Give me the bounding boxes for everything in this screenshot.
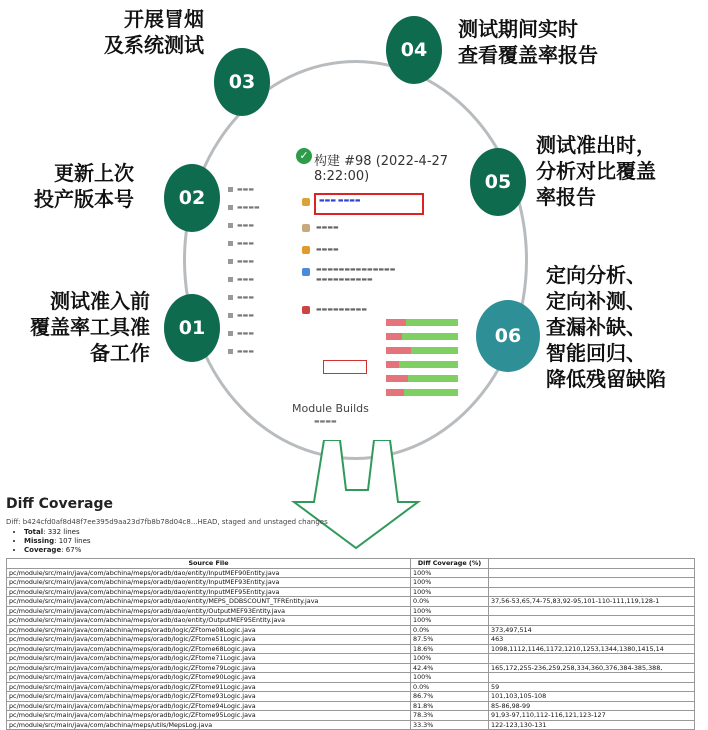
diff-coverage-cell: 86.7%: [411, 692, 489, 702]
diff-coverage-cell: 0.0%: [411, 625, 489, 635]
step-badge-03: 03: [214, 48, 270, 116]
repository-text: ▬▬▬▬▬▬▬▬▬▬▬▬▬▬: [316, 266, 396, 273]
summary-total: • Total: 332 lines: [24, 528, 702, 537]
side-menu-item[interactable]: ▬▬▬: [228, 222, 254, 229]
missed-portion: [386, 347, 411, 354]
coverage-bar: [386, 333, 458, 340]
coverage-summary-label: ▬▬▬▬▬▬▬▬▬: [316, 306, 368, 313]
step-label-03: 开展冒烟 及系统测试: [104, 7, 204, 57]
coverage-bar: [386, 319, 458, 326]
diff-coverage-cell: 81.8%: [411, 701, 489, 711]
missed-portion: [386, 361, 399, 368]
step-badge-05: 05: [470, 148, 526, 216]
coverage-row: [324, 346, 464, 355]
side-menu-item[interactable]: ▬▬▬: [228, 348, 254, 355]
source-file-cell[interactable]: pc/module/src/main/java/com/abchina/meps/oradb/logic/ZFtome94Logic.java: [7, 701, 411, 711]
git-icon: [302, 246, 310, 254]
diff-coverage-cell: 0.0%: [411, 682, 489, 692]
diff-coverage-cell: 100%: [411, 568, 489, 578]
missing-lines-cell: [489, 568, 695, 578]
diff-coverage-cell: 100%: [411, 606, 489, 616]
missed-portion: [386, 389, 404, 396]
missed-portion: [386, 375, 408, 382]
diff-coverage-cell: 18.6%: [411, 644, 489, 654]
revision-text: ▬▬▬▬: [316, 246, 339, 253]
table-row: [7, 692, 695, 702]
table-row: [7, 673, 695, 683]
report-subtitle: Diff: b424cfd0af8d48f7ee395d9aa23d7fb8b78d04c8...HEAD, staged and unstaged changes: [6, 518, 328, 526]
missing-lines-cell: [489, 673, 695, 683]
module-builds-heading: Module Builds: [292, 402, 369, 415]
table-row: [7, 597, 695, 607]
build-title: 构建 #98 (2022-4-27 8:22:00): [314, 154, 449, 184]
source-file-cell[interactable]: pc/module/src/main/java/com/abchina/meps/oradb/dao/entity/OutputMEF93Entity.java: [7, 606, 411, 616]
missing-lines-cell: 59: [489, 682, 695, 692]
step-label-05: 测试准出时， 分析对比覆盖 率报告: [536, 133, 656, 209]
source-file-cell[interactable]: pc/module/src/main/java/com/abchina/meps/oradb/logic/ZFtome71Logic.java: [7, 654, 411, 664]
diff-coverage-cell: 42.4%: [411, 663, 489, 673]
diff-coverage-cell: 100%: [411, 587, 489, 597]
source-file-cell[interactable]: pc/module/src/main/java/com/abchina/meps/oradb/logic/ZFtome91Logic.java: [7, 682, 411, 692]
table-row: [7, 568, 695, 578]
coverage-row: [324, 388, 464, 397]
step-label-02: 更新上次 投产版本号: [34, 161, 134, 211]
source-file-cell[interactable]: pc/module/src/main/java/com/abchina/meps/oradb/dao/entity/InputMEF93Entity.java: [7, 578, 411, 588]
diff-coverage-cell: 100%: [411, 578, 489, 588]
change-icon: [302, 198, 310, 206]
step-badge-04: 04: [386, 16, 442, 84]
side-menu-item[interactable]: ▬▬▬: [228, 258, 254, 265]
missing-lines-cell: 101,103,105-108: [489, 692, 695, 702]
table-row: [7, 663, 695, 673]
user-icon: [302, 224, 310, 232]
coverage-icon: [302, 306, 310, 314]
side-menu-item[interactable]: ▬▬▬: [228, 240, 254, 247]
side-menu-item[interactable]: ▬▬▬: [228, 312, 254, 319]
missing-lines-cell: [489, 606, 695, 616]
missing-lines-cell: 85-86,98-99: [489, 701, 695, 711]
missing-lines-cell: 37,56-53,65,74-75,83,92-95,101-110-111,119,128-1: [489, 597, 695, 607]
started-by-text: ▬▬▬▬: [316, 224, 339, 231]
step-label-04: 测试期间实时 查看覆盖率报告: [458, 17, 598, 67]
col-header-diff-coverage: Diff Coverage (%): [411, 559, 489, 569]
table-row: [7, 701, 695, 711]
missing-lines-cell: [489, 587, 695, 597]
source-file-cell[interactable]: pc/module/src/main/java/com/abchina/meps/oradb/dao/entity/OutputMEF95Entity.java: [7, 616, 411, 626]
missing-lines-cell: 122-123,130-131: [489, 720, 695, 730]
table-row: [7, 587, 695, 597]
missing-lines-cell: [489, 616, 695, 626]
missing-lines-cell: [489, 654, 695, 664]
coverage-bar: [386, 361, 458, 368]
repo-icon: [302, 268, 310, 276]
side-menu-item[interactable]: ▬▬▬: [228, 330, 254, 337]
summary-coverage: • Coverage: 67%: [24, 546, 702, 555]
module-builds-link[interactable]: ▬▬▬▬: [314, 418, 337, 425]
source-file-cell[interactable]: pc/module/src/main/java/com/abchina/meps/oradb/dao/entity/MEPS_DDBSCOUNT_TFREntity.java: [7, 597, 411, 607]
table-row: [7, 578, 695, 588]
missing-lines-cell: 91,93-97,110,112-116,121,123-127: [489, 711, 695, 721]
missing-lines-cell: 1098,1112,1146,1172,1210,1253,1344,1380,1415,14: [489, 644, 695, 654]
diff-coverage-cell: 100%: [411, 673, 489, 683]
missing-lines-cell: [489, 578, 695, 588]
side-menu-item[interactable]: ▬▬▬: [228, 294, 254, 301]
source-file-cell[interactable]: pc/module/src/main/java/com/abchina/meps/oradb/logic/ZFtome08Logic.java: [7, 625, 411, 635]
side-menu-item[interactable]: ▬▬▬▬: [228, 204, 260, 211]
source-file-cell[interactable]: pc/module/src/main/java/com/abchina/meps/oradb/logic/ZFtome93Logic.java: [7, 692, 411, 702]
table-row: [7, 711, 695, 721]
step-badge-01: 01: [164, 294, 220, 362]
summary-missing: • Missing: 107 lines: [24, 537, 702, 546]
report-summary: [16, 528, 702, 555]
diff-coverage-cell: 33.3%: [411, 720, 489, 730]
missed-portion: [386, 319, 406, 326]
coverage-bar: [386, 375, 458, 382]
diff-coverage-report: [6, 496, 702, 729]
step-badge-02: 02: [164, 164, 220, 232]
branch-text: ▬▬▬▬▬▬▬▬▬▬: [316, 276, 373, 283]
table-header-row: [7, 559, 695, 569]
coverage-bar: [386, 347, 458, 354]
coverage-row: [324, 318, 464, 327]
side-menu-item[interactable]: ▬▬▬: [228, 186, 254, 193]
table-row: [7, 720, 695, 730]
diff-coverage-cell: 87.5%: [411, 635, 489, 645]
missing-lines-cell: 463: [489, 635, 695, 645]
source-file-cell[interactable]: pc/module/src/main/java/com/abchina/meps/oradb/logic/ZFtome68Logic.java: [7, 644, 411, 654]
success-check-icon: ✓: [296, 148, 312, 164]
table-row: [7, 635, 695, 645]
missing-lines-cell: 373,497,514: [489, 625, 695, 635]
table-row: [7, 625, 695, 635]
missed-portion: [386, 333, 402, 340]
diff-coverage-table: [6, 558, 695, 730]
diff-coverage-cell: 78.3%: [411, 711, 489, 721]
diff-coverage-cell: 100%: [411, 616, 489, 626]
report-title: Diff Coverage: [6, 496, 114, 512]
coverage-row: [324, 374, 464, 383]
col-header-source-file: Source File: [7, 559, 411, 569]
source-file-cell[interactable]: pc/module/src/main/java/com/abchina/meps/oradb/dao/entity/InputMEF95Entity.java: [7, 587, 411, 597]
step-label-01: 测试准入前 覆盖率工具准 备工作: [30, 289, 150, 365]
col-header-missing-lines: [489, 559, 695, 569]
table-row: [7, 682, 695, 692]
coverage-bar: [386, 389, 458, 396]
missing-lines-cell: 165,172,255-236,259,258,334,360,376,384-385,388,: [489, 663, 695, 673]
source-file-cell[interactable]: pc/module/src/main/java/com/abchina/meps/oradb/logic/ZFtome95Logic.java: [7, 711, 411, 721]
table-row: [7, 606, 695, 616]
source-file-cell[interactable]: pc/module/src/main/java/com/abchina/meps/oradb/dao/entity/InputMEF90Entity.java: [7, 568, 411, 578]
version-highlight-box: ▬▬▬ ▬▬▬▬: [314, 193, 424, 215]
diff-coverage-cell: 100%: [411, 654, 489, 664]
step-badge-06: 06: [476, 300, 540, 372]
coverage-highlight-box: [323, 360, 367, 374]
table-row: [7, 616, 695, 626]
source-file-cell[interactable]: pc/module/src/main/java/com/abchina/meps/oradb/logic/ZFtome90Logic.java: [7, 673, 411, 683]
table-row: [7, 654, 695, 664]
source-file-cell[interactable]: pc/module/src/main/java/com/abchina/meps/oradb/logic/ZFtome79Logic.java: [7, 663, 411, 673]
side-menu-item[interactable]: ▬▬▬: [228, 276, 254, 283]
coverage-row: [324, 332, 464, 341]
jenkins-build-screenshot: [216, 100, 496, 440]
diff-coverage-cell: 0.0%: [411, 597, 489, 607]
table-row: [7, 644, 695, 654]
source-file-cell[interactable]: pc/module/src/main/java/com/abchina/meps/oradb/logic/ZFtome51Logic.java: [7, 635, 411, 645]
step-label-06: 定向分析、 定向补测、 查漏补缺、 智能回归、 降低残留缺陷: [546, 263, 666, 391]
source-file-cell[interactable]: pc/module/src/main/java/com/abchina/meps/utils/MepsLog.java: [7, 720, 411, 730]
